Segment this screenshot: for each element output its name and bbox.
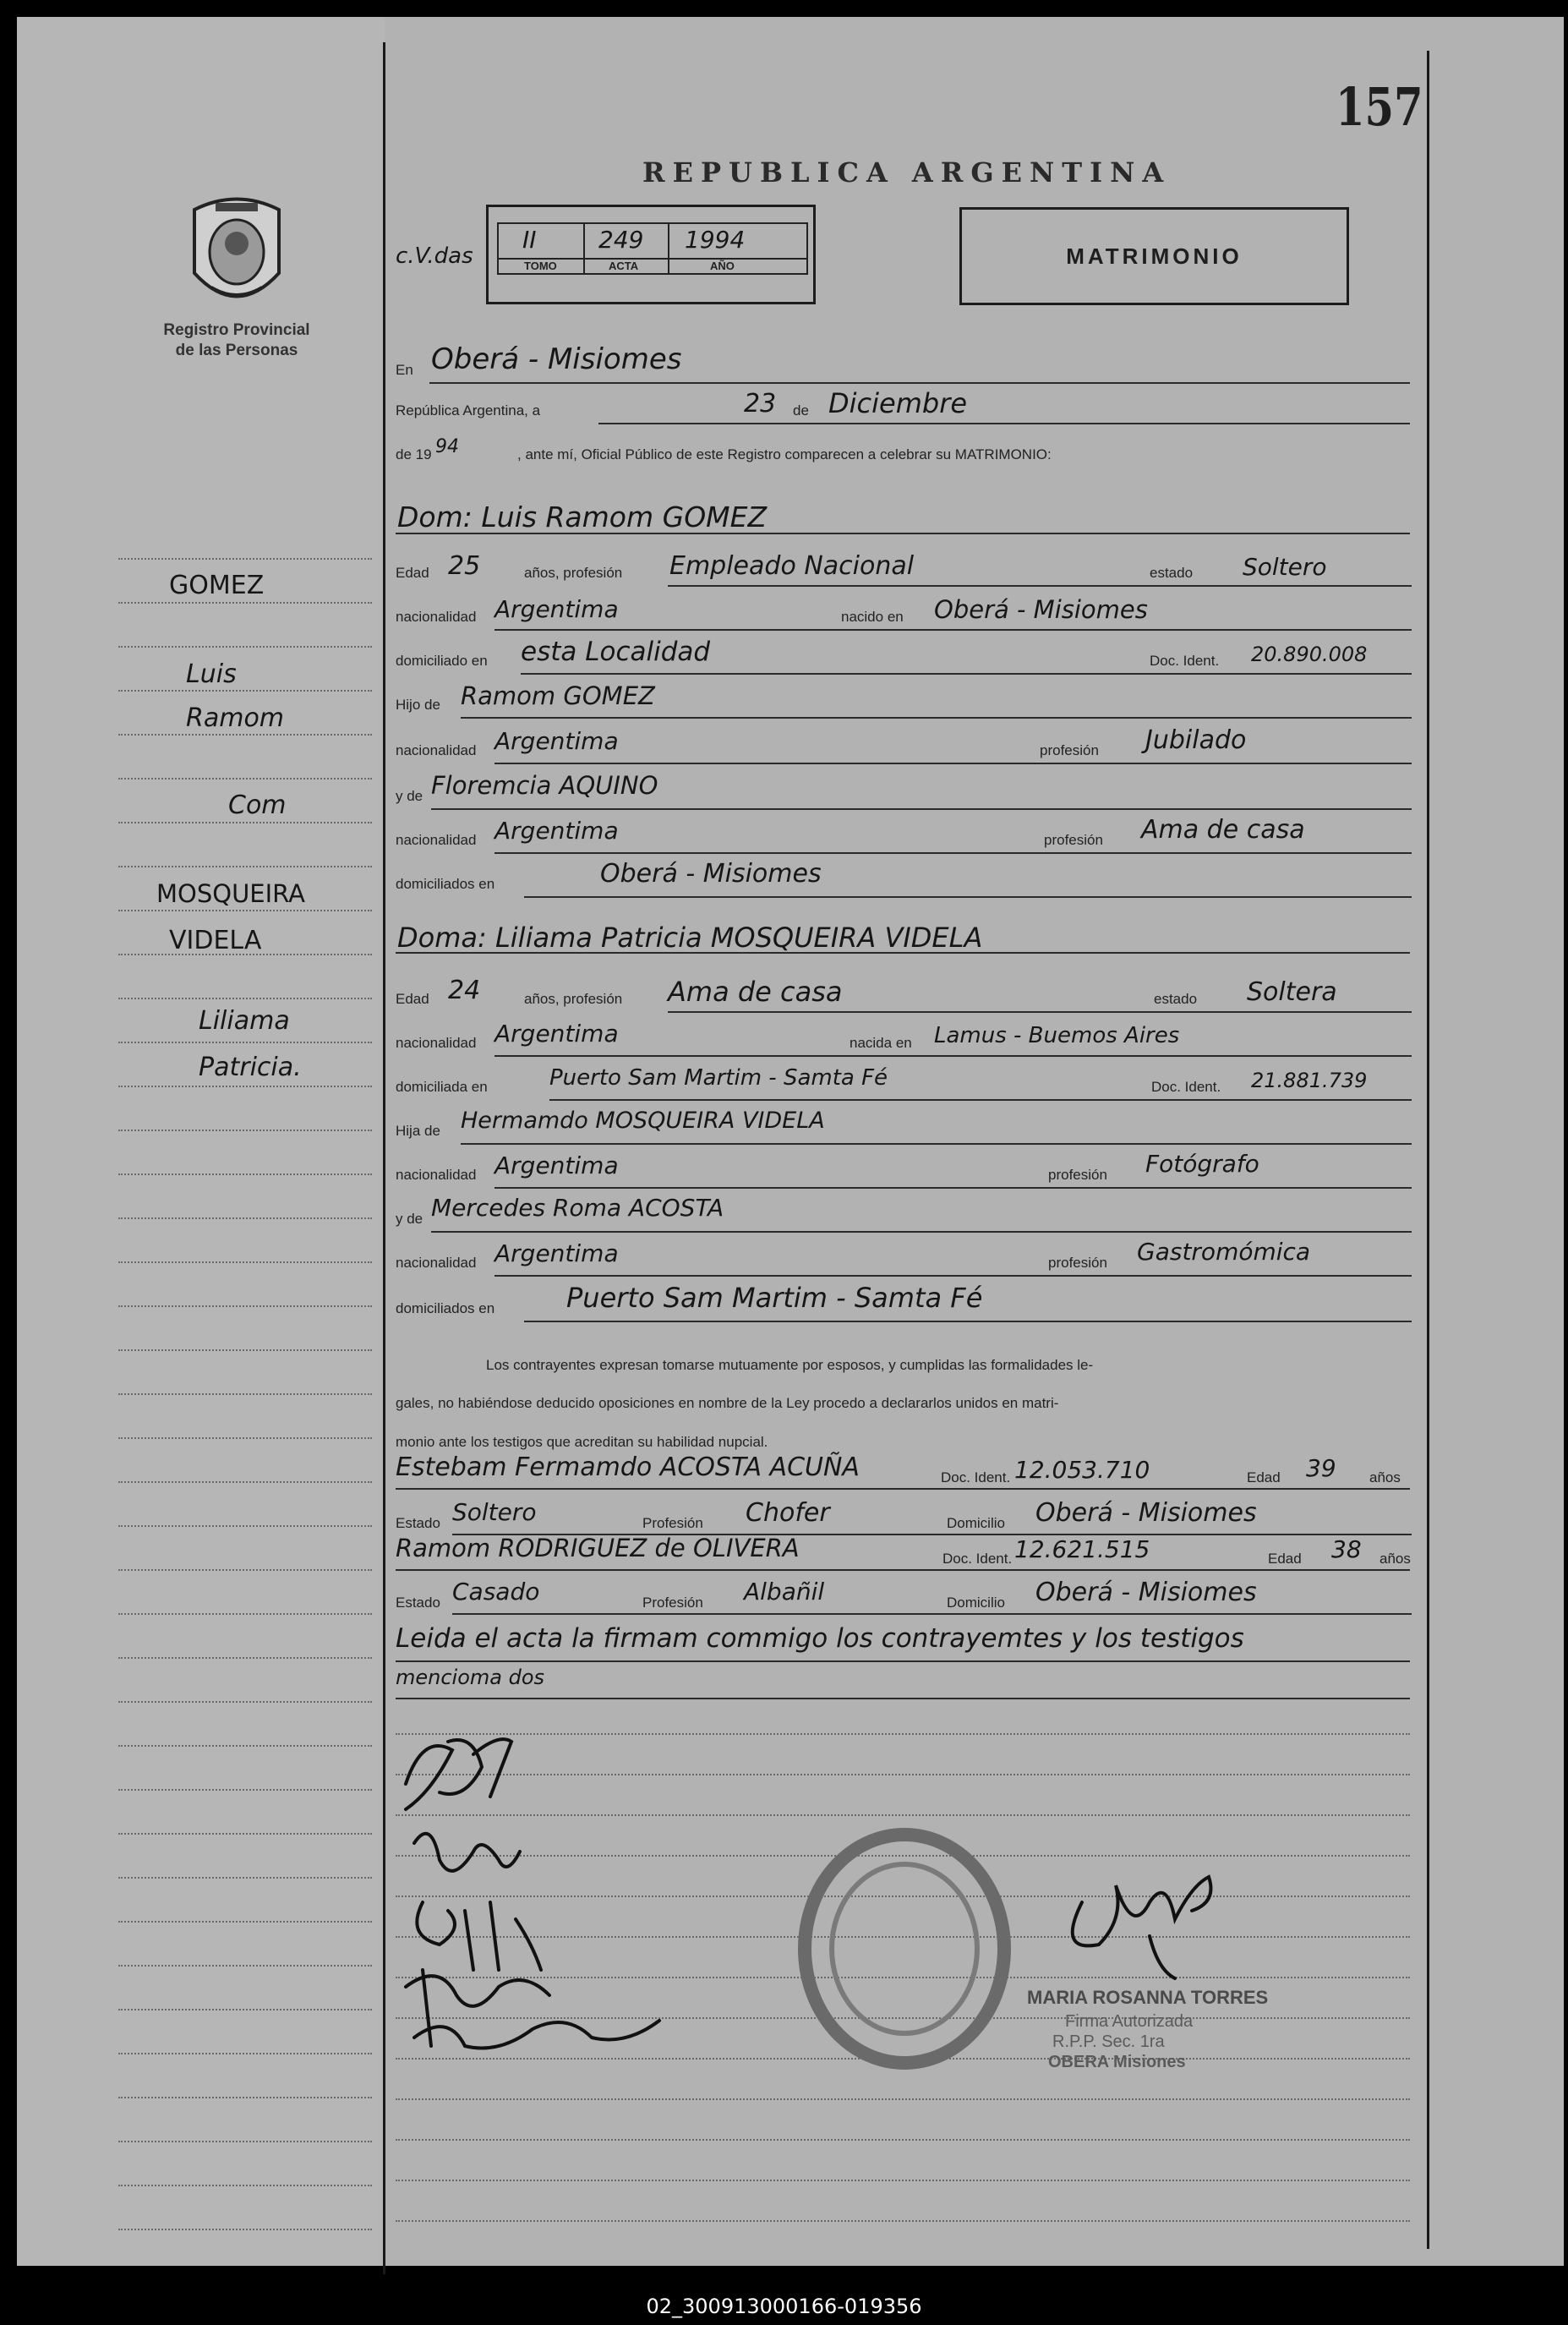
matrimonio-title-box [959, 207, 1349, 305]
margin-note-bride-surname1: MOSQUEIRA [156, 879, 305, 908]
groom-father-nat: Argentima [494, 727, 619, 755]
marriage-year: 94 [435, 436, 459, 457]
bride-nationality: Argentima [494, 1020, 619, 1048]
ruled-line [118, 2009, 372, 2010]
officer-name: MARIA ROSANNA TORRES [1027, 1987, 1269, 2008]
witness2-estado: Casado [452, 1578, 540, 1606]
bride-edad-label: Edad [396, 991, 429, 1007]
bride-father: Hermamdo MOSQUEIRA VIDELA [461, 1108, 825, 1134]
witness1-anos-label: años [1369, 1469, 1401, 1485]
marriage-place: Oberá - Misiomes [431, 342, 682, 376]
groom-nacido-label: nacido en [841, 609, 904, 625]
groom-domicile: esta Localidad [521, 637, 711, 667]
ruled-line [118, 1657, 372, 1659]
margin-note-com: Com [228, 790, 287, 820]
witness2-prof-label: Profesión [642, 1595, 703, 1611]
ruled-line [118, 602, 372, 604]
margin-note-bride-surname2: VIDELA [169, 926, 262, 955]
margin-note-bride-first: Liliama [199, 1006, 290, 1036]
groom-mother-nat-label: nacionalidad [396, 832, 477, 848]
ante-text: , ante mí, Oficial Público de este Registro comparecen a celebrar su MATRIMONIO: [517, 446, 1052, 462]
registry-name-line1: Registro Provincial [163, 321, 310, 339]
en-label: En [396, 362, 413, 378]
bride-mother-nat-label: nacionalidad [396, 1255, 477, 1271]
bride-father-prof: Fotógrafo [1145, 1150, 1259, 1178]
country-title: REPUBLICA ARGENTINA [642, 156, 1172, 189]
ano-label: AÑO [710, 260, 735, 272]
scan-reference-code: 02_300913000166-019356 [646, 2295, 922, 2318]
groom-dom-label: domiciliado en [396, 653, 488, 669]
bride-mother-prof-label: profesión [1048, 1255, 1107, 1271]
bride-doc-label: Doc. Ident. [1151, 1079, 1221, 1095]
bride-doc: 21.881.739 [1251, 1069, 1368, 1092]
groom-nationality: Argentima [494, 595, 619, 623]
de-label: de [793, 402, 809, 418]
republica-label: República Argentina, a [396, 402, 541, 418]
ruled-line [118, 1877, 372, 1879]
witness1-doc: 12.053.710 [1014, 1456, 1150, 1484]
ruled-line [118, 690, 372, 692]
ano-value: 1994 [685, 226, 746, 254]
witness2-name: Ramom RODRIGUEZ de OLIVERA [396, 1534, 800, 1562]
margin-note-bride-second: Patricia. [199, 1053, 302, 1082]
bride-father-prof-label: profesión [1048, 1167, 1107, 1183]
bride-nacida-label: nacida en [850, 1035, 912, 1051]
bride-age: 24 [448, 976, 481, 1005]
witness2-anos-label: años [1380, 1551, 1411, 1567]
de-year-label: de 19 [396, 446, 432, 462]
groom-profession: Empleado Nacional [669, 551, 915, 581]
ruled-line [118, 1130, 372, 1131]
groom-father: Ramom GOMEZ [461, 681, 655, 710]
acta-reference-grid [497, 222, 808, 275]
ruled-line [118, 2053, 372, 2054]
official-seal-icon [795, 1826, 1014, 2071]
groom-father-nat-label: nacionalidad [396, 742, 477, 758]
declaration-line1: Los contrayentes expresan tomarse mutuamente por esposos, y cumplidas las formalidades le- [486, 1357, 1094, 1373]
groom-nac-label: nacionalidad [396, 609, 477, 625]
groom-estado: Soltero [1243, 553, 1327, 581]
ruled-line [118, 2097, 372, 2098]
ruled-line [118, 1921, 372, 1923]
ruled-line [118, 1173, 372, 1175]
ruled-line [118, 1042, 372, 1043]
closing-line2: mencioma dos [396, 1666, 545, 1689]
bride-parents-dom: Puerto Sam Martim - Samta Fé [566, 1282, 983, 1314]
ruled-line [118, 1305, 372, 1307]
registry-name-line2: de las Personas [175, 342, 298, 359]
witness2-domicile: Oberá - Misiomes [1035, 1578, 1257, 1607]
ruled-line [118, 1965, 372, 1967]
matrimonio-title: MATRIMONIO [1066, 243, 1243, 269]
bride-parents-dom-label: domiciliados en [396, 1300, 495, 1316]
groom-edad-label: Edad [396, 565, 429, 581]
ruled-line [396, 2180, 1410, 2181]
ruled-line [118, 866, 372, 867]
groom-name: Dom: Luis Ramom GOMEZ [397, 501, 768, 533]
ruled-line [118, 1437, 372, 1439]
bride-estado-label: estado [1154, 991, 1198, 1007]
page-number: 157 [1336, 76, 1423, 138]
margin-note-surname: GOMEZ [169, 571, 265, 600]
groom-mother: Floremcia AQUINO [431, 771, 658, 800]
bride-name: Doma: Liliama Patricia MOSQUEIRA VIDELA [397, 922, 983, 954]
ruled-line [118, 2141, 372, 2142]
groom-mother-prof-label: profesión [1044, 832, 1103, 848]
tomo-label: TOMO [524, 260, 557, 272]
bride-father-nat: Argentima [494, 1152, 619, 1179]
ruled-line [118, 1481, 372, 1483]
ruled-line [118, 1701, 372, 1703]
groom-parents-dom: Oberá - Misiomes [600, 859, 822, 889]
party-signatures [372, 1716, 727, 2071]
witness1-name: Estebam Fermamdo ACOSTA ACUÑA [396, 1452, 860, 1482]
acta-reference-box [486, 205, 816, 304]
groom-father-prof-label: profesión [1040, 742, 1099, 758]
bride-dom-label: domiciliada en [396, 1079, 488, 1095]
bride-hija-label: Hija de [396, 1123, 440, 1139]
ruled-line [396, 2098, 1410, 2100]
witness1-prof-label: Profesión [642, 1515, 703, 1531]
groom-mother-prof: Ama de casa [1141, 815, 1305, 845]
witness1-profession: Chofer [746, 1498, 830, 1528]
groom-birthplace: Oberá - Misiomes [934, 595, 1148, 624]
witness2-age: 38 [1331, 1535, 1362, 1563]
witness2-doc: 12.621.515 [1014, 1535, 1150, 1563]
ruled-line [118, 2185, 372, 2186]
ruled-line [118, 1261, 372, 1263]
witness1-doc-label: Doc. Ident. [941, 1469, 1011, 1485]
officer-signature [1048, 1852, 1234, 1995]
ruled-line [118, 2229, 372, 2230]
ruled-line [118, 1349, 372, 1351]
ruled-line [118, 1217, 372, 1219]
ruled-line [118, 734, 372, 736]
groom-hijo-label: Hijo de [396, 697, 440, 713]
witness1-age: 39 [1306, 1454, 1336, 1482]
witness1-domicile: Oberá - Misiomes [1035, 1498, 1257, 1528]
register-page [17, 17, 1564, 2266]
witness2-doc-label: Doc. Ident. [942, 1551, 1013, 1567]
acta-value: 249 [598, 226, 644, 254]
witness1-dom-label: Domicilio [947, 1515, 1005, 1531]
officer-role: Firma Autorizada [1065, 2012, 1194, 2031]
groom-doc: 20.890.008 [1251, 643, 1368, 666]
margin-note-first: Luis [186, 659, 237, 689]
ruled-line [396, 2220, 1410, 2222]
closing-line1: Leida el acta la firmam commigo los contrayemtes y los testigos [396, 1623, 1244, 1654]
margin-note-second: Ramom [186, 703, 285, 733]
ruled-line [118, 558, 372, 560]
bride-anos-prof-label: años, profesión [524, 991, 623, 1007]
witness2-estado-label: Estado [396, 1595, 440, 1611]
witness1-estado: Soltero [452, 1498, 537, 1526]
acta-label: ACTA [609, 260, 639, 272]
officer-office: R.P.P. Sec. 1ra [1052, 2032, 1165, 2051]
tomo-value: II [522, 226, 537, 254]
witness2-edad-label: Edad [1268, 1551, 1302, 1567]
groom-estado-label: estado [1150, 565, 1194, 581]
groom-doc-label: Doc. Ident. [1150, 653, 1220, 669]
marriage-day: 23 [744, 389, 777, 418]
witness1-edad-label: Edad [1247, 1469, 1281, 1485]
bride-birthplace: Lamus - Buemos Aires [934, 1023, 1180, 1048]
ruled-line [118, 954, 372, 955]
groom-father-prof: Jubilado [1145, 725, 1247, 755]
groom-mother-nat: Argentima [494, 817, 619, 845]
cvdas-note: c.V.das [396, 243, 473, 269]
ruled-line [396, 2139, 1410, 2141]
ruled-line [118, 1789, 372, 1791]
right-border-line [1427, 51, 1429, 2249]
groom-anos-prof-label: años, profesión [524, 565, 623, 581]
bride-domicile: Puerto Sam Martim - Samta Fé [549, 1065, 888, 1091]
ruled-line [118, 1525, 372, 1527]
witness2-dom-label: Domicilio [947, 1595, 1005, 1611]
declaration-line3: monio ante los testigos que acreditan su habilidad nupcial. [396, 1434, 768, 1450]
bride-father-nat-label: nacionalidad [396, 1167, 477, 1183]
ruled-line [118, 1569, 372, 1571]
bride-yde-label: y de [396, 1211, 423, 1227]
ruled-line [118, 778, 372, 780]
groom-age: 25 [448, 551, 481, 581]
ruled-line [118, 1613, 372, 1615]
witness2-profession: Albañil [744, 1578, 825, 1606]
bride-nac-label: nacionalidad [396, 1035, 477, 1051]
ruled-line [118, 1745, 372, 1747]
ruled-line [118, 1393, 372, 1395]
ruled-line [118, 1086, 372, 1087]
ruled-line [118, 1833, 372, 1835]
bride-profession: Ama de casa [668, 976, 843, 1008]
marriage-month: Diciembre [828, 387, 968, 419]
declaration-line2: gales, no habiéndose deducido oposiciones en nombre de la Ley procedo a declararlos unidos en matri- [396, 1395, 1059, 1411]
ruled-line [118, 646, 372, 648]
provincial-crest-icon [186, 193, 287, 320]
groom-yde-label: y de [396, 788, 423, 804]
bride-mother: Mercedes Roma ACOSTA [431, 1194, 724, 1222]
bride-estado: Soltera [1247, 977, 1337, 1007]
groom-parents-dom-label: domiciliados en [396, 876, 495, 892]
witness1-estado-label: Estado [396, 1515, 440, 1531]
ruled-line [118, 910, 372, 911]
ruled-line [118, 822, 372, 823]
officer-city: OBERA Misiones [1048, 2053, 1186, 2071]
ruled-line [118, 998, 372, 999]
bride-mother-nat: Argentima [494, 1239, 619, 1267]
bride-mother-prof: Gastromómica [1137, 1238, 1311, 1266]
